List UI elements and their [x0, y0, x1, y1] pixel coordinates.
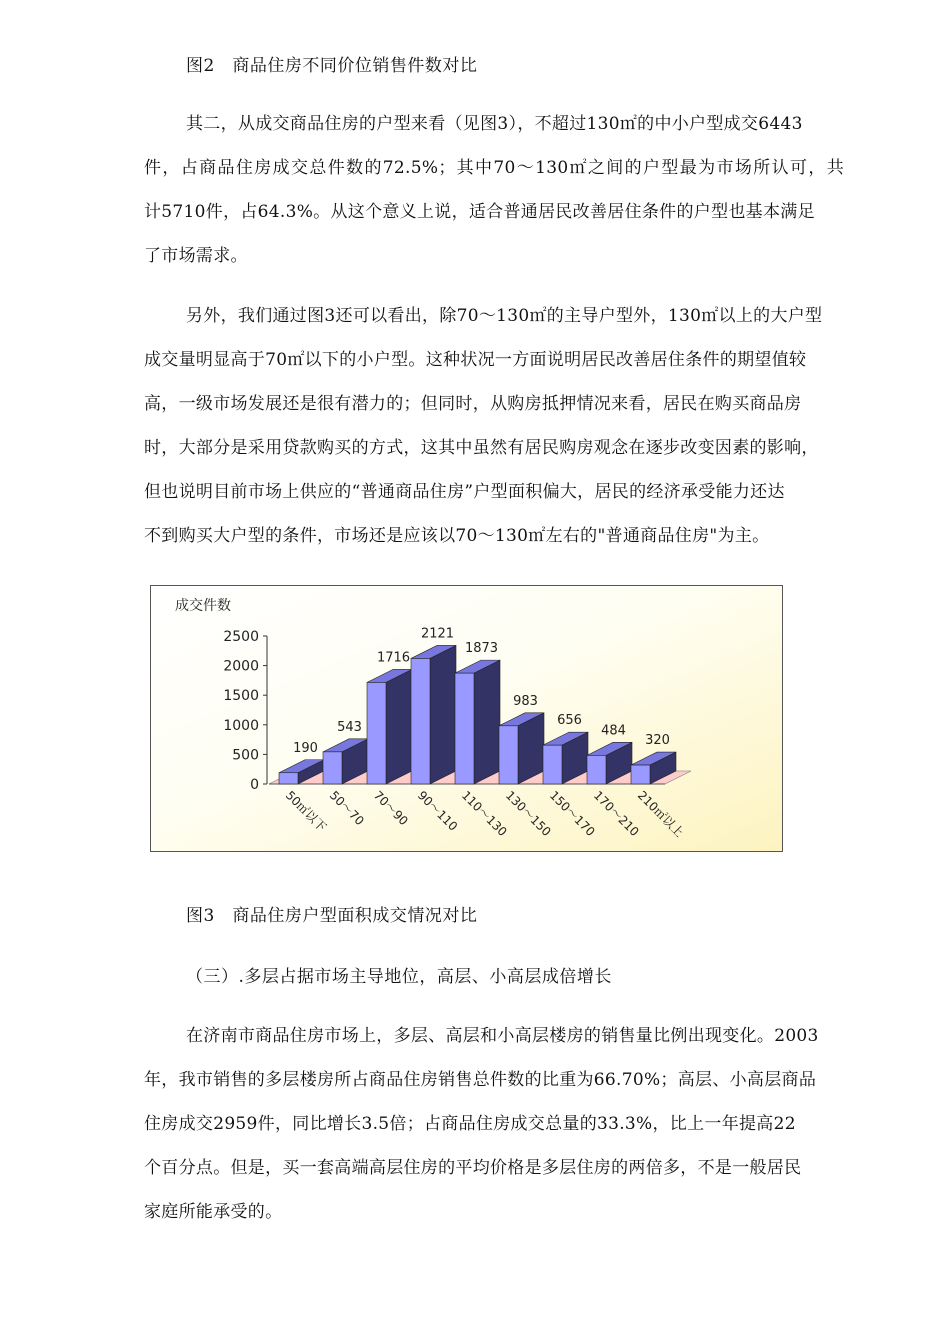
paragraph-building-types: [144, 1014, 844, 1234]
bar: [367, 682, 386, 784]
text-line: 不到购买大户型的条件，市场还是应该以70～130㎡左右的"普通商品住房"为主。: [144, 526, 770, 546]
figure-3-caption: 图3 商品住房户型面积成交情况对比: [186, 906, 478, 926]
text-line: 了市场需求。: [144, 246, 248, 266]
x-tick-label: 130～150: [502, 788, 554, 840]
data-label: 1716: [376, 650, 411, 666]
y-tick-label: 1500: [223, 688, 259, 705]
y-tick-label: 1000: [223, 717, 259, 734]
bar: [279, 773, 298, 784]
data-label: 190: [293, 740, 318, 756]
x-tick-label: 110～130: [458, 788, 510, 840]
data-label: 484: [601, 723, 626, 739]
bar-side-face: [386, 669, 412, 784]
section-heading: （三）.多层占据市场主导地位，高层、小高层成倍增长: [186, 967, 612, 987]
bar-side-face: [474, 660, 500, 784]
y-axis-title: 成交件数: [175, 598, 231, 614]
bar-side-face: [430, 645, 456, 784]
text-line: 高，一级市场发展还是很有潜力的；但同时，从购房抵押情况来看，居民在购买商品房: [144, 394, 802, 414]
paragraph-unit-types: [144, 102, 844, 278]
text-line: 住房成交2959件，同比增长3.5倍；占商品住房成交总量的33.3%，比上一年提高22: [144, 1114, 796, 1134]
text-line: 年，我市销售的多层楼房所占商品住房销售总件数的比重为66.70%；高层、小高层商品: [144, 1070, 817, 1090]
x-tick-label: 70～90: [370, 788, 411, 829]
text-line: 家庭所能承受的。: [144, 1202, 283, 1222]
data-label: 543: [337, 719, 362, 735]
bar: [455, 673, 474, 784]
data-label: 1873: [464, 641, 499, 657]
figure-3-chart: [150, 585, 783, 852]
data-label: 656: [557, 713, 582, 729]
bar: [411, 658, 430, 784]
bar: [587, 755, 606, 784]
text-line: 成交量明显高于70㎡以下的小户型。这种状况一方面说明居民改善居住条件的期望值较: [144, 350, 807, 370]
data-label: 983: [513, 693, 538, 709]
figure-2-caption: 图2 商品住房不同价位销售件数对比: [186, 56, 478, 76]
data-label: 320: [645, 733, 670, 749]
y-tick-label: 0: [250, 777, 259, 793]
y-tick-label: 500: [232, 747, 259, 764]
bar: [543, 745, 562, 784]
text-line: 计5710件，占64.3%。从这个意义上说，适合普通居民改善居住条件的户型也基本满足: [144, 202, 815, 222]
text-line: 个百分点。但是，买一套高端高层住房的平均价格是多层住房的两倍多，不是一般居民: [144, 1158, 802, 1178]
paragraph-large-units: [144, 294, 844, 558]
x-tick-label: 50㎡以下: [282, 788, 330, 835]
y-tick-label: 2500: [223, 629, 259, 645]
bar-chart-3d: [151, 586, 784, 853]
x-tick-label: 90～110: [414, 788, 461, 834]
text-line: 另外，我们通过图3还可以看出，除70～130㎡的主导户型外，130㎡以上的大户型: [186, 306, 823, 326]
x-tick-label: 50～70: [326, 788, 367, 829]
x-tick-label: 150～170: [546, 788, 598, 840]
text-line: 但也说明目前市场上供应的“普通商品住房”户型面积偏大，居民的经济承受能力还达: [144, 482, 785, 502]
bar: [499, 726, 518, 784]
text-line: 件，占商品住房成交总件数的72.5%；其中70～130㎡之间的户型最为市场所认可，共: [144, 158, 844, 178]
text-line: 在济南市商品住房市场上，多层、高层和小高层楼房的销售量比例出现变化。2003: [186, 1026, 819, 1046]
data-label: 2121: [420, 626, 455, 642]
text-line: 时，大部分是采用贷款购买的方式，这其中虽然有居民购房观念在逐步改变因素的影响，: [144, 438, 819, 458]
x-tick-label: 170～210: [590, 788, 642, 840]
bar: [631, 765, 650, 784]
bar: [323, 752, 342, 784]
text-line: 其二，从成交商品住房的户型来看（见图3），不超过130㎡的中小户型成交6443: [186, 114, 803, 134]
x-tick-label: 210㎡以上: [634, 788, 687, 840]
y-tick-label: 2000: [223, 658, 259, 675]
